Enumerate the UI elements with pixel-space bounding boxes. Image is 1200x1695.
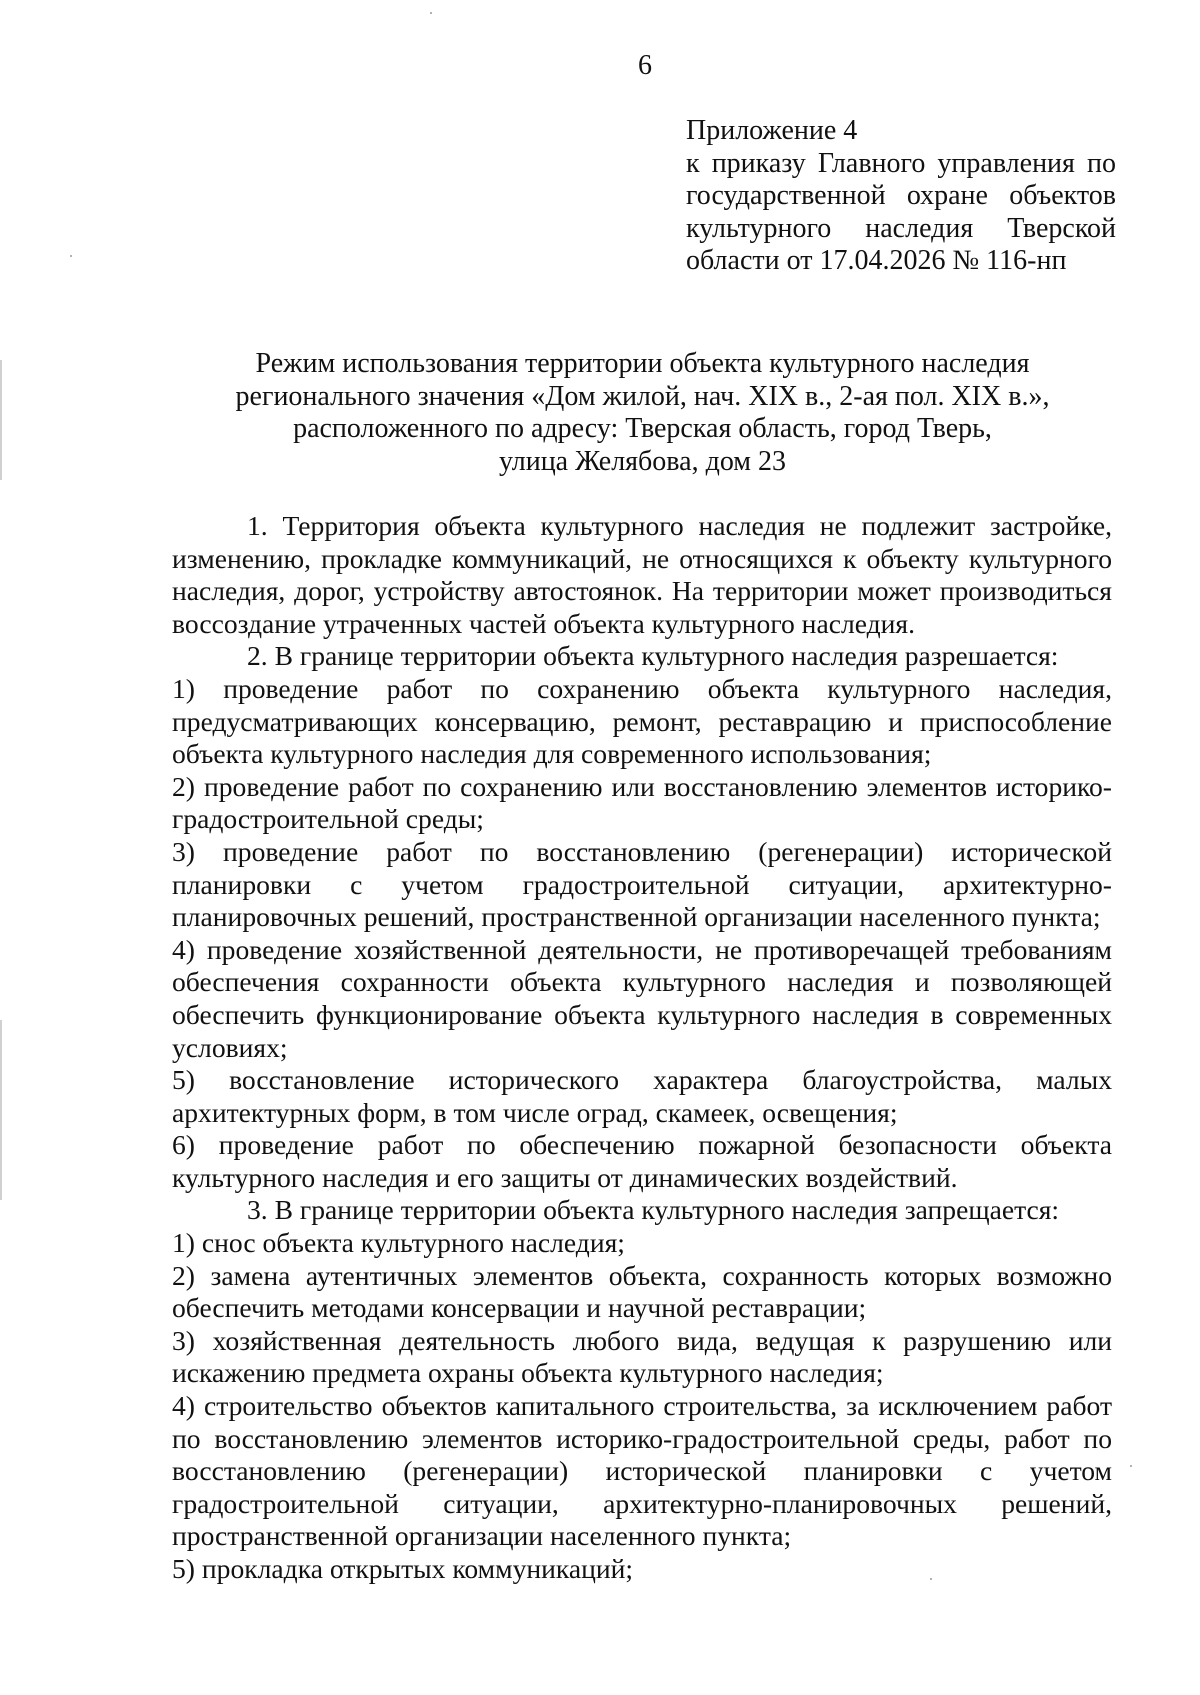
list-item: 6) проведение работ по обеспечению пожарной безопасности объекта культурного наследия и его защиты от динамических воздействий. [172, 1129, 1112, 1193]
title-line: Режим использования территории объекта культурного наследия [255, 348, 1030, 379]
appendix-reference [686, 115, 1116, 278]
document-title [170, 348, 1115, 478]
title-line: улица Желябова, дом 23 [498, 445, 787, 477]
list-item: 4) проведение хозяйственной деятельности, не противоречащей требованиям обеспечения сохранности объекта культурного наследия и позволяющей обеспечить функционирование объекта культурного наследия в современных условиях; [172, 933, 1112, 1063]
list-item: 1) снос объекта культурного наследия; [172, 1227, 625, 1259]
paragraph-3-heading: 3. В границе территории объекта культурного наследия запрещается: [247, 1194, 1060, 1226]
scan-speck [430, 12, 432, 14]
title-line: регионального значения «Дом жилой, нач. XIX в., 2-ая пол. XIX в.», [235, 380, 1050, 412]
appendix-line: Приложение 4 [686, 115, 858, 146]
list-item: 3) хозяйственная деятельность любого вида, ведущая к разрушению или искажению предмета охраны объекта культурного наследия; [172, 1324, 1112, 1389]
paragraph-2-heading: 2. В границе территории объекта культурного наследия разрешается: [247, 640, 1059, 672]
scan-speck [70, 255, 72, 257]
list-item: 4) строительство объектов капитального строительства, за исключением работ по восстановлению элементов историко-градостроительной среды, работ по восстановлению (регенерации) исторической планировки с учетом градостроительной ситуации, архитектурно-планировочных решений, пространственной организации населенного пункта; [172, 1390, 1112, 1552]
title-line: расположенного по адресу: Тверская область, город Тверь, [293, 413, 992, 444]
scan-edge-mark [0, 1020, 2, 1200]
list-item: 5) прокладка открытых коммуникаций; [172, 1553, 634, 1584]
list-item: 5) восстановление исторического характера благоустройства, малых архитектурных форм, в том числе оград, скамеек, освещения; [172, 1064, 1112, 1128]
list-item: 2) проведение работ по сохранению или восстановлению элементов историко-градостроительной среды; [172, 770, 1112, 835]
list-item: 3) проведение работ по восстановлению (регенерации) исторической планировки с учетом градостроительной ситуации, архитектурно-планировочных решений, пространственной организации населенного пункта; [172, 835, 1112, 933]
scan-speck [1130, 1465, 1132, 1467]
appendix-line: государственной охране объектов [686, 180, 1116, 211]
paragraph-1: 1. Территория объекта культурного наследия не подлежит застройке, изменению, прокладке коммуникаций, не относящихся к объекту культурного наследия, дорог, устройству автостоянок. На территории может производиться воссоздание утраченных частей объекта культурного наследия. [172, 510, 1112, 639]
appendix-line: к приказу Главного управления по [686, 147, 1116, 179]
document-body [172, 510, 1112, 1586]
scan-edge-mark [0, 360, 2, 480]
appendix-line: культурного наследия Тверской [686, 212, 1116, 244]
page-number: 6 [638, 50, 652, 81]
list-item: 1) проведение работ по сохранению объекта культурного наследия, предусматривающих консервацию, ремонт, реставрацию и приспособление объекта культурного наследия для современного использования; [172, 672, 1112, 770]
appendix-line: области от 17.04.2026 № 116-нп [686, 245, 1067, 276]
list-item: 2) замена аутентичных элементов объекта, сохранность которых возможно обеспечить методами консервации и научной реставрации; [172, 1259, 1112, 1324]
